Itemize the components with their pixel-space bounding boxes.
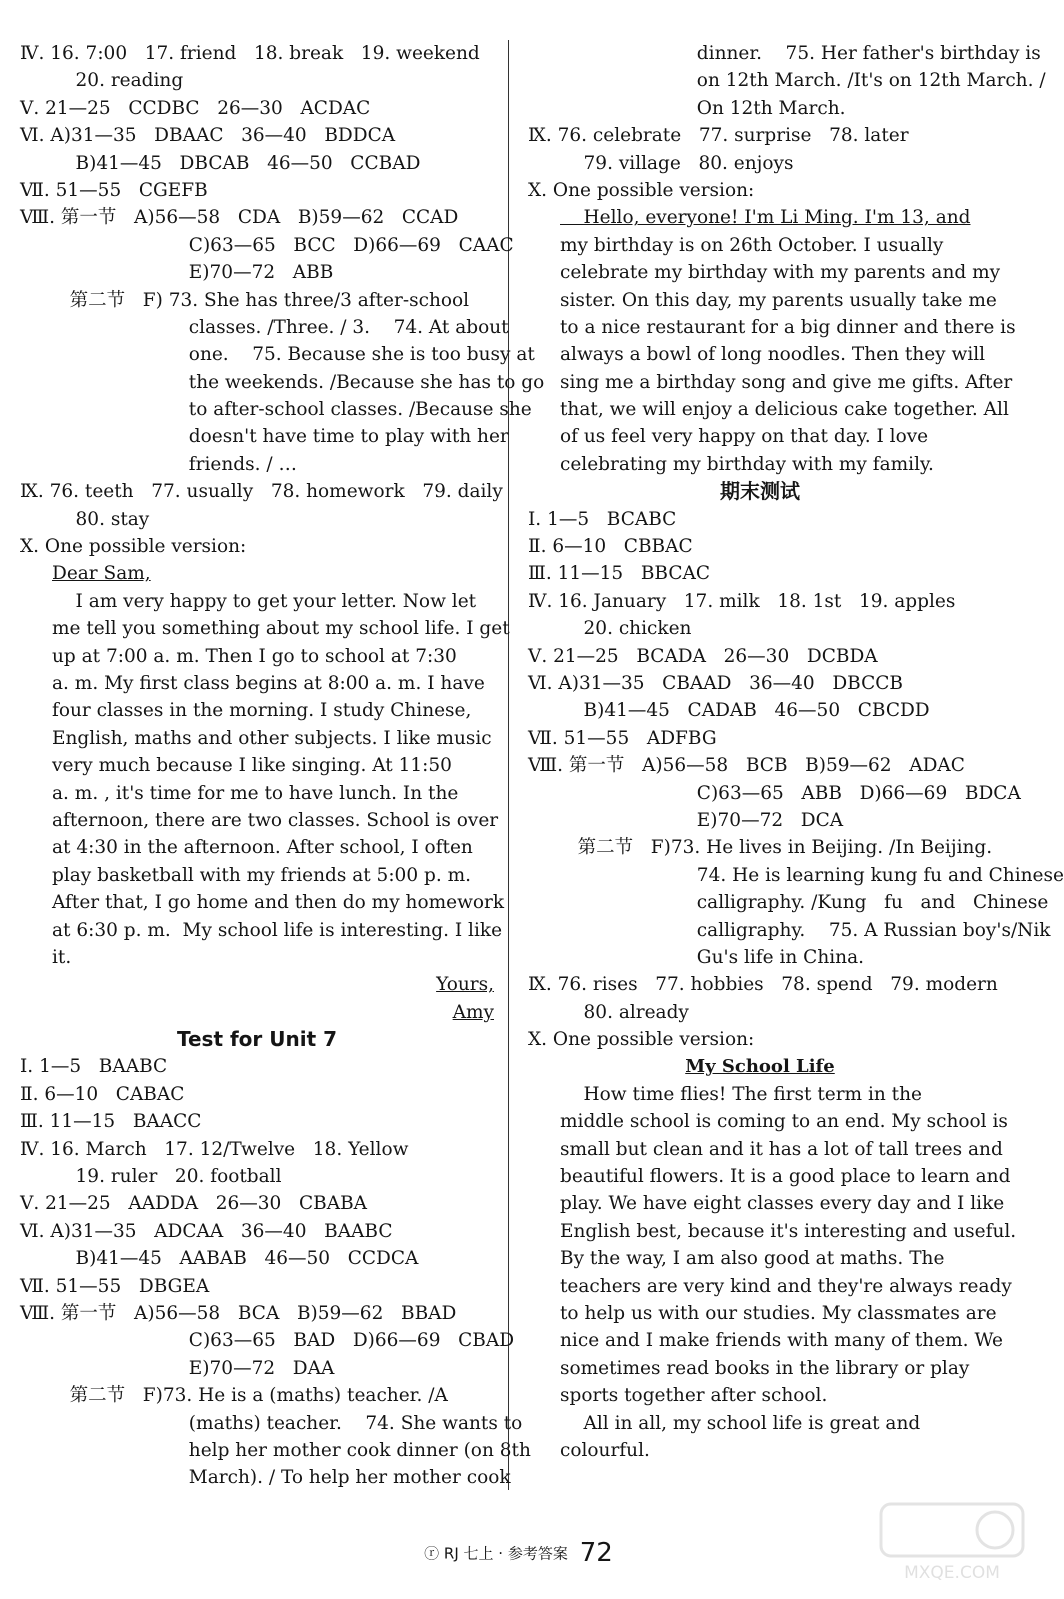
answer-line: help her mother cook dinner (on 8th [130, 1439, 531, 1461]
answer-line: Ⅸ. 76. teeth 77. usually 78. homework 79. daily [20, 481, 503, 503]
answer-line: March). / To help her mother cook [130, 1467, 511, 1489]
answer-line: 第二节 F)73. He is a (maths) teacher. /A [52, 1385, 448, 1407]
answer-line: B)41—45 DBCAB 46—50 CCBAD [52, 152, 421, 174]
essay-line: sister. On this day, my parents usually take me [560, 289, 997, 311]
answer-line: C)63—65 ABB D)66—69 BDCA [638, 782, 1021, 804]
essay-line: English best, because it's interesting and useful. [560, 1220, 1017, 1242]
answer-line: Ⅳ. 16. March 17. 12/Twelve 18. Yellow [20, 1138, 409, 1160]
answer-line: C)63—65 BAD D)66—69 CBAD [130, 1330, 515, 1352]
answer-line: Ⅲ. 11—15 BBCAC [528, 563, 711, 585]
answer-line: one. 75. Because she is too busy at [130, 344, 535, 366]
essay-line: Hello, everyone! I'm Li Ming. I'm 13, and [560, 207, 971, 229]
answer-line: Ⅸ. 76. rises 77. hobbies 78. spend 79. modern [528, 974, 998, 996]
essay-line: play basketball with my friends at 5:00 p. m. [52, 864, 472, 886]
answer-line: 74. He is learning kung fu and Chinese [638, 864, 1064, 886]
answer-line: Ⅹ. One possible version: [20, 536, 247, 558]
answer-line: Ⅹ. One possible version: [528, 179, 755, 201]
essay-line: sometimes read books in the library or play [560, 1357, 970, 1379]
essay-title: My School Life [685, 1056, 835, 1078]
answer-line: E)70—72 DCA [638, 809, 844, 831]
answer-line: 20. reading [52, 70, 184, 92]
answer-line: C)63—65 BCC D)66—69 CAAC [130, 234, 514, 256]
essay-line: a. m. , it's time for me to have lunch. In the [52, 782, 459, 804]
answer-line: Ⅴ. 21—25 AADDA 26—30 CBABA [20, 1193, 368, 1215]
answer-line: doesn't have time to play with her [130, 426, 509, 448]
answer-line: 80. already [560, 1001, 689, 1023]
answer-line: Ⅳ. 16. January 17. milk 18. 1st 19. apples [528, 590, 956, 612]
answer-line: dinner. 75. Her father's birthday is [638, 43, 1041, 64]
essay-line: After that, I go home and then do my homework [52, 892, 505, 914]
answer-line: Ⅸ. 76. celebrate 77. surprise 78. later [528, 125, 909, 147]
answer-line: E)70—72 ABB [130, 262, 334, 284]
answer-line: Ⅶ. 51—55 CGEFB [20, 179, 208, 201]
answer-line: Ⅵ. A)31—35 CBAAD 36—40 DBCCB [528, 672, 904, 694]
letter-closing: Yours, [436, 974, 494, 996]
answer-line: 19. ruler 20. football [52, 1166, 282, 1188]
essay-line: at 4:30 in the afternoon. After school, I often [52, 837, 473, 859]
answer-line: Ⅷ. 第一节 A)56—58 BCB B)59—62 ADAC [528, 755, 965, 777]
essay-line: of us feel very happy on that day. I love [560, 426, 929, 448]
answer-line: to after-school classes. /Because she [130, 399, 532, 421]
answer-line: Ⅵ. A)31—35 ADCAA 36—40 BAABC [20, 1220, 393, 1242]
page-number: 72 [579, 1538, 613, 1568]
answer-line: Ⅷ. 第一节 A)56—58 CDA B)59—62 CCAD [20, 207, 459, 229]
answer-line: friends. / … [130, 453, 297, 475]
essay-line: celebrating my birthday with my family. [560, 453, 934, 475]
answer-line: Ⅳ. 16. 7:00 17. friend 18. break 19. weekend [20, 43, 480, 64]
essay-line: English, maths and other subjects. I like music [52, 727, 492, 749]
essay-line: colourful. [560, 1439, 650, 1461]
essay-line: very much because I like singing. At 11:50 [52, 755, 452, 777]
essay-line: teachers are very kind and they're always ready [560, 1275, 1012, 1297]
essay-line: afternoon, there are two classes. School is over [52, 809, 499, 831]
answer-line: Ⅰ. 1—5 BCABC [528, 508, 677, 530]
essay-line: beautiful flowers. It is a good place to learn and [560, 1166, 1011, 1188]
answer-line: the weekends. /Because she has to go [130, 371, 545, 393]
answer-line: Ⅷ. 第一节 A)56—58 BCA B)59—62 BBAD [20, 1302, 457, 1324]
essay-line: sports together after school. [560, 1385, 828, 1407]
answer-line: Ⅶ. 51—55 DBGEA [20, 1275, 210, 1297]
essay-line: middle school is coming to an end. My school is [560, 1111, 1008, 1133]
essay-line: How time flies! The first term in the [560, 1083, 922, 1105]
essay-line: up at 7:00 a. m. Then I go to school at 7:30 [52, 645, 457, 667]
essay-line: All in all, my school life is great and [560, 1412, 921, 1434]
left-column [20, 40, 545, 1492]
essay-line: always a bowl of long noodles. Then they will [560, 344, 986, 366]
answer-line: (maths) teacher. 74. She wants to [130, 1412, 523, 1434]
essay-line: me tell you something about my school life. I get [52, 618, 510, 640]
watermark-logo [877, 1500, 1027, 1585]
essay-line: four classes in the morning. I study Chinese, [52, 700, 472, 722]
answer-line: calligraphy. /Kung fu and Chinese [638, 892, 1049, 914]
answer-line: Ⅶ. 51—55 ADFBG [528, 727, 717, 749]
answer-line: Ⅵ. A)31—35 DBAAC 36—40 BDDCA [20, 125, 396, 147]
answer-line: calligraphy. 75. A Russian boy's/Nik [638, 919, 1051, 941]
essay-line: that, we will enjoy a delicious cake together. All [560, 399, 1009, 421]
answer-line: Ⅱ. 6—10 CBBAC [528, 536, 693, 558]
section-heading: 期末测试 [720, 479, 800, 504]
answer-line: 第二节 F)73. He lives in Beijing. /In Beijing. [560, 837, 993, 859]
answer-line: Ⅱ. 6—10 CABAC [20, 1083, 185, 1105]
essay-line: celebrate my birthday with my parents and my [560, 262, 1001, 284]
essay-line: I am very happy to get your letter. Now let [52, 590, 477, 612]
answer-line: 79. village 80. enjoys [560, 152, 794, 174]
answer-line: classes. /Three. / 3. 74. At about [130, 316, 509, 338]
answer-line: Ⅴ. 21—25 CCDBC 26—30 ACDAC [20, 97, 371, 119]
answer-line: Ⅴ. 21—25 BCADA 26—30 DCBDA [528, 645, 878, 667]
answer-line: 第二节 F) 73. She has three/3 after-school [52, 289, 470, 311]
answer-line: 20. chicken [560, 618, 692, 640]
answer-line: Ⅰ. 1—5 BAABC [20, 1056, 168, 1078]
essay-line: a. m. My first class begins at 8:00 a. m. I have [52, 672, 485, 694]
section-heading: Test for Unit 7 [176, 1027, 338, 1052]
answer-line: B)41—45 CADAB 46—50 CBCDD [560, 700, 930, 722]
letter-salutation: Dear Sam, [52, 563, 151, 585]
answer-line: E)70—72 DAA [130, 1357, 335, 1379]
essay-line: to help us with our studies. My classmates are [560, 1302, 997, 1324]
essay-line: sing me a birthday song and give me gifts. After [560, 371, 1013, 393]
watermark-text: MXQE.COM [904, 1563, 1000, 1583]
answer-line: Ⅲ. 11—15 BAACC [20, 1111, 202, 1133]
essay-line: nice and I make friends with many of them. We [560, 1330, 1003, 1352]
essay-line: By the way, I am also good at maths. The [560, 1248, 945, 1270]
essay-line: play. We have eight classes every day and I like [560, 1193, 1005, 1215]
answer-line: on 12th March. /It's on 12th March. / [638, 70, 1046, 92]
essay-line: to a nice restaurant for a big dinner and there is [560, 316, 1016, 338]
footer-label: ⓡ RJ 七上 · 参考答案 [424, 1544, 568, 1563]
answer-line: Gu's life in China. [638, 946, 864, 968]
answer-line: Ⅹ. One possible version: [528, 1029, 755, 1051]
answer-line: B)41—45 AABAB 46—50 CCDCA [52, 1248, 419, 1270]
answer-line: On 12th March. [638, 97, 846, 119]
answer-line: 80. stay [52, 508, 150, 530]
essay-line: small but clean and it has a lot of tall trees and [560, 1138, 1003, 1160]
essay-line: my birthday is on 26th October. I usually [560, 234, 944, 256]
letter-signature: Amy [452, 1001, 494, 1023]
essay-line: it. [52, 946, 72, 968]
essay-line: at 6:30 p. m. My school life is interesting. I like [52, 919, 503, 941]
right-column [528, 40, 1064, 1464]
